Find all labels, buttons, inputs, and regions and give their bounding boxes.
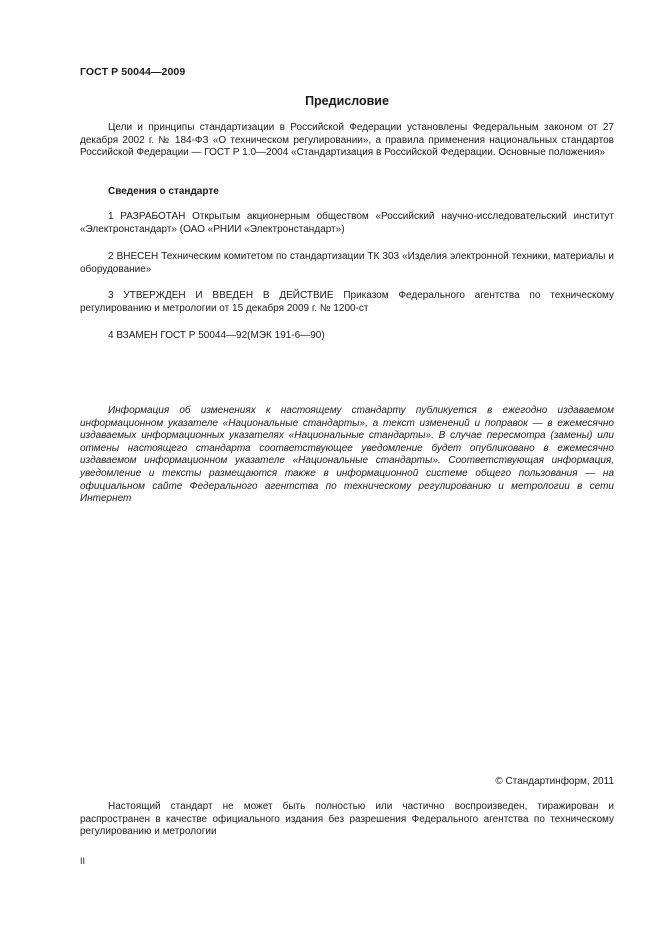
page-number: II <box>80 856 86 866</box>
foreword-intro: Цели и принципы стандартизации в Российской Федерации установлены Федеральным законом от 27 декабря 2002 г. № 184-ФЗ «О техническом регулировании», а правила применения национальных стандартов Российской Федерации — ГОСТ Р 1.0—2004 «Стандартизация в Российской Федерации. Основные положения» <box>80 122 614 159</box>
info-item-submitted: 2 ВНЕСЕН Техническим комитетом по стандартизации ТК 303 «Изделия электронной техники, материалы и оборудование» <box>80 251 614 275</box>
info-item-replaces: 4 ВЗАМЕН ГОСТ Р 50044—92(МЭК 191-6—90) <box>108 330 325 341</box>
changes-notice: Информация об изменениях к настоящему стандарту публикуется в ежегодно издаваемом информационном указателе «Национальные стандарты», а текст изменений и поправок — в ежемесячно издаваемых информационных указателях «Национальные стандарты». В случае пересмотра (замены) или отмены настоящего стандарта соответствующее уведомление будет опубликовано в ежемесячно издаваемом информационном указателе «Национальные стандарты». Соответствующая информация, уведомление и тексты размещаются также в информационной системе общего пользования — на официальном сайте Федерального агентства по техническому регулированию и метрологии в сети Интернет <box>80 405 614 505</box>
copyright-line: © Стандартинформ, 2011 <box>495 776 614 787</box>
standard-info-heading: Сведения о стандарте <box>108 186 219 197</box>
info-item-approved: 3 УТВЕРЖДЕН И ВВЕДЕН В ДЕЙСТВИЕ Приказом Федерального агентства по техническому регулированию и метрологии от 15 декабря 2009 г. № 1200-ст <box>80 290 614 314</box>
info-item-developed: 1 РАЗРАБОТАН Открытым акционерным обществом «Российский научно-исследовательский институт «Электронстандарт» (ОАО «РНИИ «Электронстандарт») <box>80 211 614 235</box>
document-code: ГОСТ Р 50044—2009 <box>80 66 186 78</box>
foreword-title: Предисловие <box>305 94 389 108</box>
reproduction-notice: Настоящий стандарт не может быть полностью или частично воспроизведен, тиражирован и распространен в качестве официального издания без разрешения Федерального агентства по техническому регулированию и метрологии <box>80 801 614 838</box>
